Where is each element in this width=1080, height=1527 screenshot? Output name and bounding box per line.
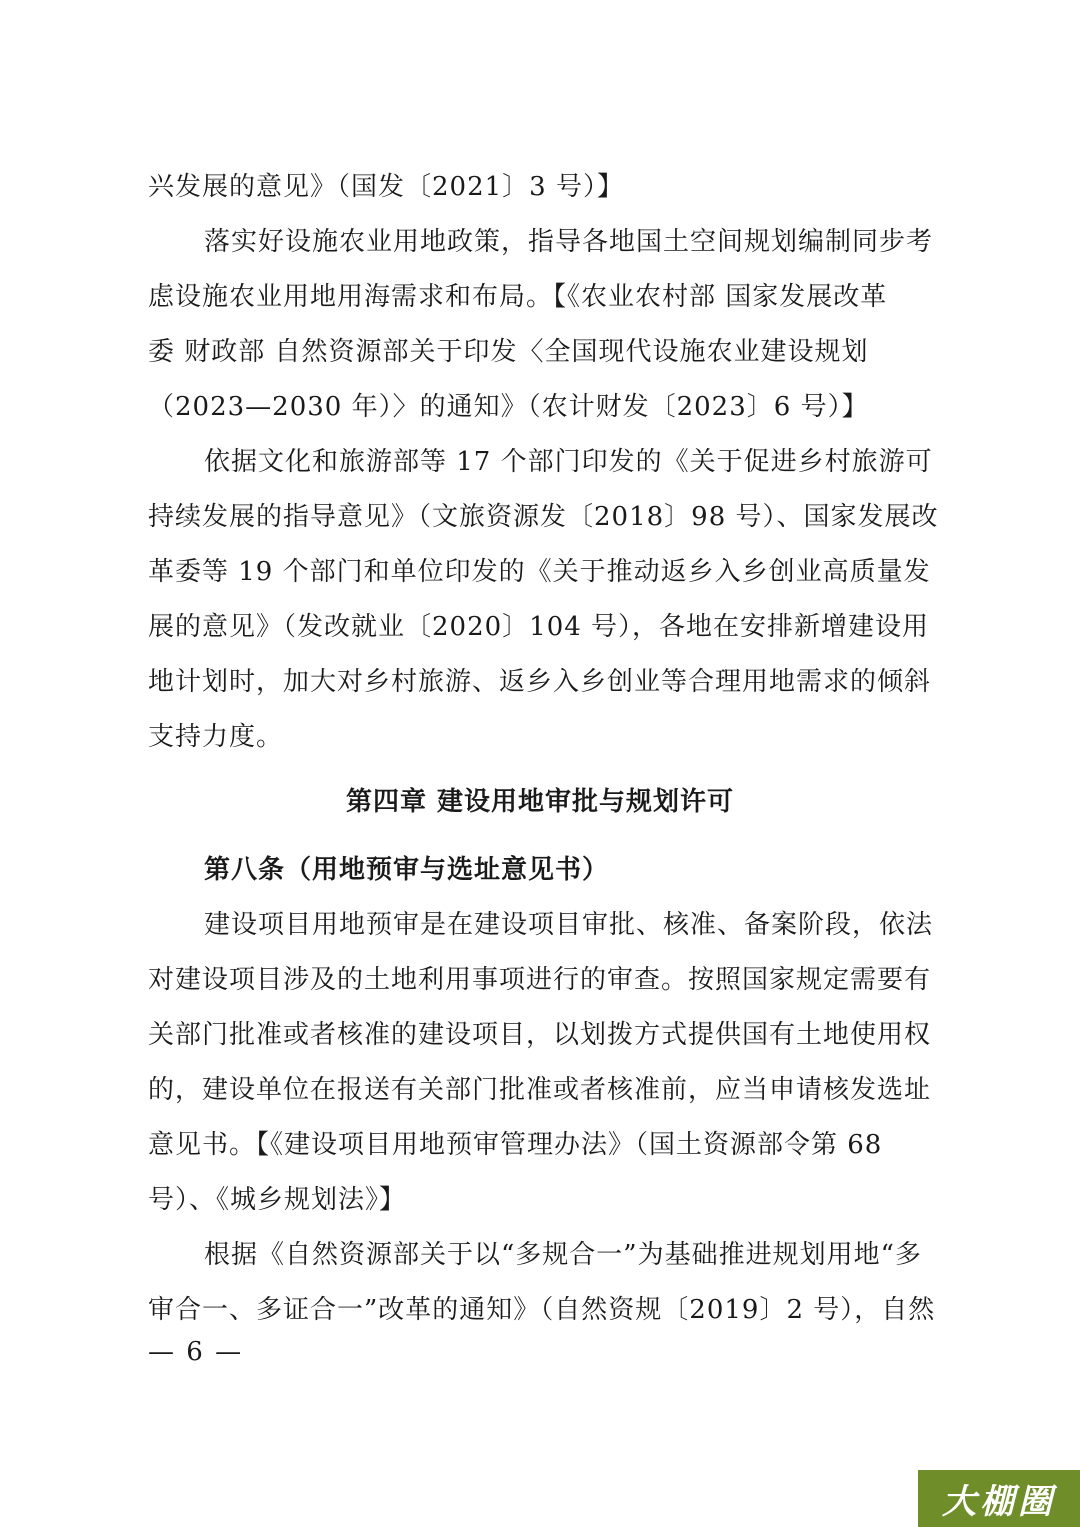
text-line: 展的意见》（发改就业〔2020〕104 号），各地在安排新增建设用 (148, 612, 930, 642)
page-number: — 6 — (148, 1337, 244, 1367)
text-line: 落实好设施农业用地政策，指导各地国土空间规划编制同步考 (204, 227, 934, 257)
text-line: 的，建设单位在报送有关部门批准或者核准前，应当申请核发选址 (148, 1075, 932, 1105)
body-text-block-1 (148, 160, 939, 765)
text-line: 号）、《城乡规划法》】 (148, 1185, 407, 1215)
text-line: （2023—2030 年）〉的通知》（农计财发〔2023〕6 号）】 (148, 392, 869, 422)
text-line: 审合一、多证合一”改革的通知》（自然资规〔2019〕2 号），自然 (148, 1295, 936, 1325)
text-line: 依据文化和旅游部等 17 个部门印发的《关于促进乡村旅游可 (204, 447, 933, 477)
watermark-logo (918, 1470, 1080, 1527)
chapter-title: 第四章 建设用地审批与规划许可 (345, 787, 735, 817)
article-title: 第八条（用地预审与选址意见书） (204, 855, 610, 885)
watermark-text: 大棚圈 (942, 1482, 1056, 1522)
text-line: 革委等 19 个部门和单位印发的《关于推动返乡入乡创业高质量发 (148, 557, 931, 587)
text-line: 虑设施农业用地用海需求和布局。【《农业农村部 国家发展改革 (148, 282, 888, 312)
text-line: 兴发展的意见》（国发〔2021〕3 号）】 (148, 172, 624, 202)
text-line: 意见书。【《建设项目用地预审管理办法》（国土资源部令第 68 (148, 1130, 883, 1160)
text-line: 建设项目用地预审是在建设项目审批、核准、备案阶段，依法 (204, 910, 934, 940)
text-line: 关部门批准或者核准的建设项目，以划拨方式提供国有土地使用权 (148, 1020, 932, 1050)
text-line: 对建设项目涉及的土地利用事项进行的审查。按照国家规定需要有 (148, 965, 932, 995)
text-line: 地计划时，加大对乡村旅游、返乡入乡创业等合理用地需求的倾斜 (148, 667, 932, 697)
text-line: 支持力度。 (148, 722, 284, 752)
body-text-block-2 (148, 843, 936, 1338)
text-line: 持续发展的指导意见》（文旅资源发〔2018〕98 号）、国家发展改 (148, 502, 939, 532)
text-line: 根据《自然资源部关于以“多规合一”为基础推进规划用地“多 (204, 1240, 922, 1270)
text-line: 委 财政部 自然资源部关于印发〈全国现代设施农业建设规划 (148, 337, 869, 367)
